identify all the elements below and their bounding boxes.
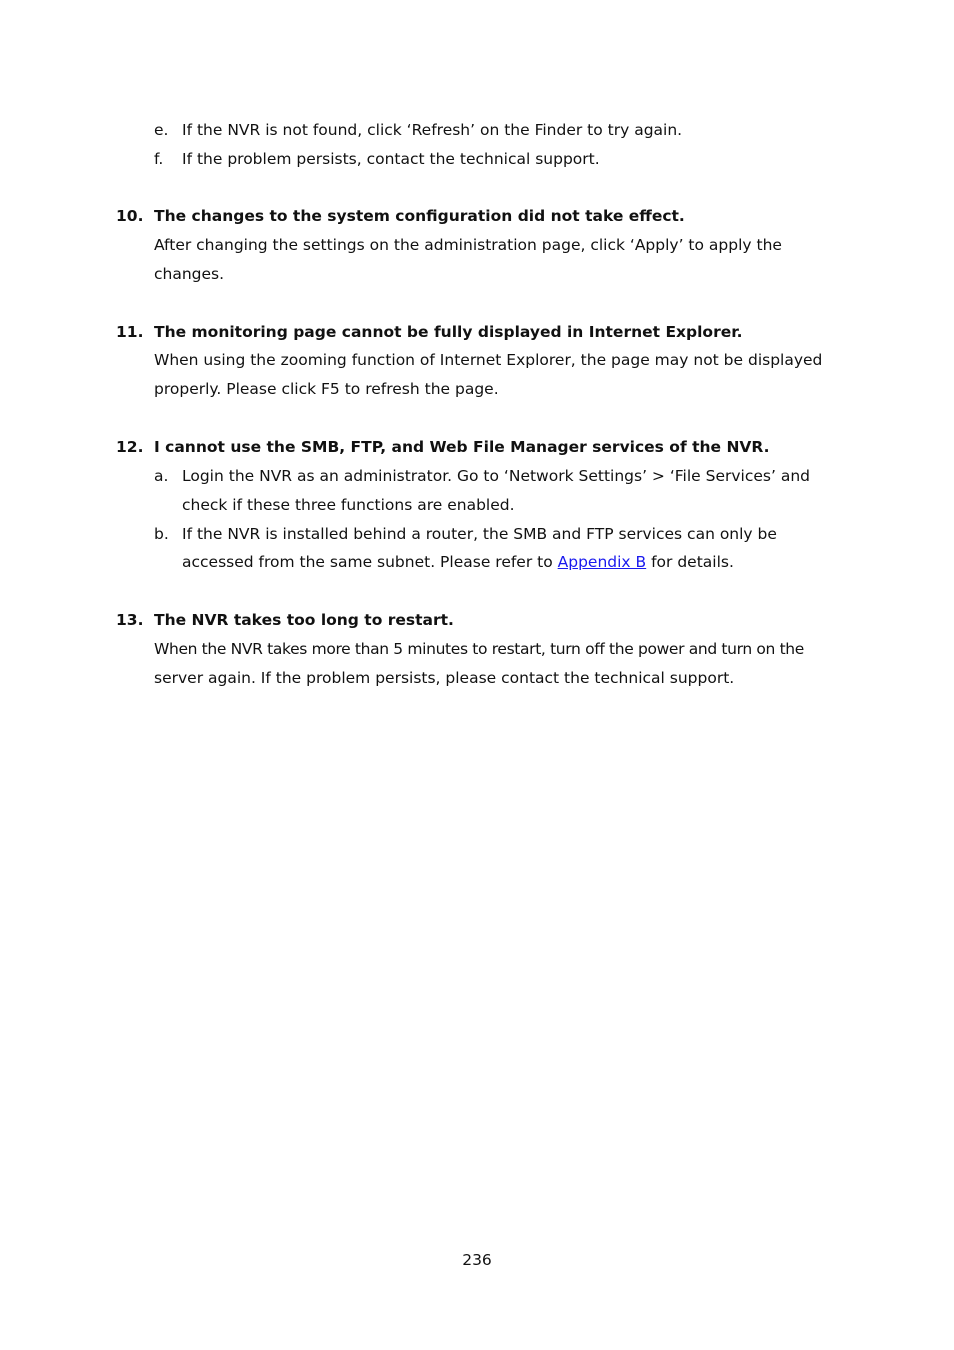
section-body-13-line1: When the NVR takes more than 5 minutes to restart, turn off the power and turn on the: [154, 640, 804, 658]
list-item-b-line2: [182, 552, 734, 572]
section-body-11-line1: When using the zooming function of Internet Explorer, the page may not be displayed: [154, 351, 823, 369]
section-heading-11: The monitoring page cannot be fully displayed in Internet Explorer.: [154, 323, 743, 341]
list-marker-b: b.: [154, 525, 169, 543]
section-number-12: 12.: [116, 438, 144, 456]
list-marker-f: f.: [154, 150, 164, 168]
list-item-e: If the NVR is not found, click ‘Refresh’ on the Finder to try again.: [182, 121, 683, 139]
section-number-11: 11.: [116, 323, 144, 341]
list-item-a-line1: Login the NVR as an administrator. Go to ‘Network Settings’ > ‘File Services’ and: [182, 467, 810, 485]
section-number-10: 10.: [116, 207, 144, 225]
list-item-b-text-before: accessed from the same subnet. Please refer to: [182, 553, 558, 571]
list-marker-e: e.: [154, 121, 169, 139]
page-number: 236: [462, 1251, 492, 1269]
section-body-13-line2: server again. If the problem persists, please contact the technical support.: [154, 669, 735, 687]
section-body-10-line2: changes.: [154, 265, 225, 283]
section-heading-12: I cannot use the SMB, FTP, and Web File Manager services of the NVR.: [154, 438, 770, 456]
list-item-b-text-after: for details.: [646, 553, 734, 571]
section-heading-10: The changes to the system configuration did not take effect.: [154, 207, 685, 225]
appendix-b-link[interactable]: Appendix B: [557, 553, 647, 571]
section-body-11-line2: properly. Please click F5 to refresh the page.: [154, 380, 499, 398]
list-item-f: If the problem persists, contact the technical support.: [182, 150, 600, 168]
list-item-b-line1: If the NVR is installed behind a router, the SMB and FTP services can only be: [182, 525, 777, 543]
section-body-10-line1: After changing the settings on the administration page, click ‘Apply’ to apply the: [154, 236, 782, 254]
list-marker-a: a.: [154, 467, 169, 485]
list-item-a-line2: check if these three functions are enabled.: [182, 496, 515, 514]
section-number-13: 13.: [116, 611, 144, 629]
section-heading-13: The NVR takes too long to restart.: [154, 611, 454, 629]
